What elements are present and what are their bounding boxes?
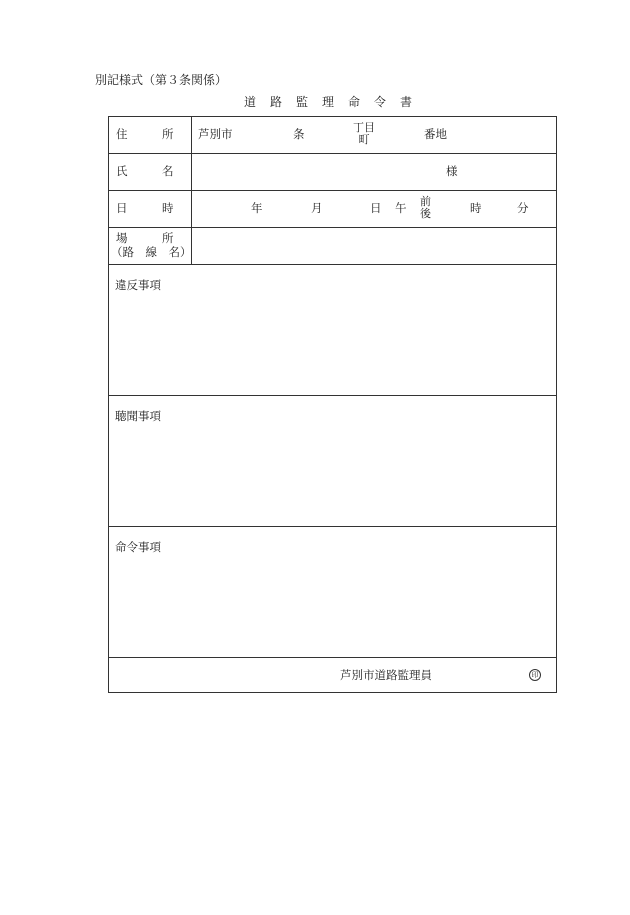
row-divider bbox=[109, 526, 556, 527]
address-jou: 条 bbox=[293, 127, 305, 141]
order-form-table bbox=[108, 116, 557, 693]
row-divider bbox=[109, 190, 556, 191]
row-divider bbox=[109, 657, 556, 658]
datetime-hour: 時 bbox=[470, 201, 482, 215]
datetime-month: 月 bbox=[311, 201, 323, 215]
datetime-year: 年 bbox=[251, 201, 263, 215]
row-divider bbox=[109, 264, 556, 265]
datetime-day: 日 bbox=[370, 201, 382, 215]
address-city: 芦別市 bbox=[198, 127, 233, 141]
address-label: 住 所 bbox=[116, 127, 174, 141]
datetime-ampm-bottom: 後 bbox=[420, 206, 431, 220]
column-divider bbox=[191, 117, 192, 264]
address-banchi: 番地 bbox=[424, 127, 447, 141]
address-choume-top: 丁目 bbox=[353, 121, 375, 134]
row-divider bbox=[109, 153, 556, 154]
address-choume-bottom: 町 bbox=[358, 132, 370, 146]
row-divider bbox=[109, 227, 556, 228]
order-section-label: 命令事項 bbox=[115, 540, 161, 554]
hearing-section-label: 聴聞事項 bbox=[115, 409, 161, 423]
name-label: 氏 名 bbox=[116, 164, 174, 178]
signer-label: 芦別市道路監理員 bbox=[340, 668, 432, 682]
location-label-line2: （路 線 名） bbox=[111, 245, 192, 259]
datetime-label: 日 時 bbox=[116, 201, 174, 215]
appendix-label: 別記様式（第３条関係） bbox=[95, 73, 228, 87]
datetime-minute: 分 bbox=[517, 201, 529, 215]
location-label-line1: 場 所 bbox=[116, 231, 174, 245]
name-suffix: 様 bbox=[446, 164, 458, 178]
document-title: 道 路 監 理 命 令 書 bbox=[244, 95, 414, 109]
datetime-gogo: 午 bbox=[395, 201, 407, 215]
datetime-ampm bbox=[420, 196, 431, 219]
row-divider bbox=[109, 395, 556, 396]
violation-section-label: 違反事項 bbox=[115, 278, 161, 292]
datetime-ampm-top: 前 bbox=[420, 195, 431, 208]
seal-mark: 印 bbox=[529, 669, 541, 681]
address-choume bbox=[353, 122, 375, 145]
